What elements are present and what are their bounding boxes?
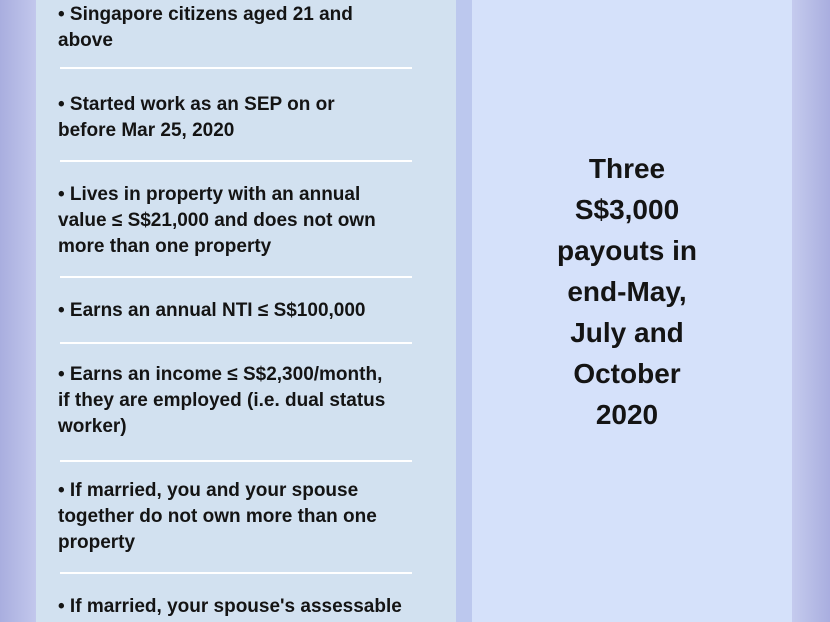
payout-line: S$3,000 [574,194,680,225]
criterion-line: • If married, your spouse's assessable [58,596,402,617]
criterion-monthly-income [58,362,448,440]
criterion-married-property [58,478,448,556]
criterion-annual-nti [58,298,448,324]
criterion-citizenship [58,2,448,54]
criterion-spouse-income [58,594,448,620]
divider [60,572,412,574]
divider [60,342,412,344]
divider [60,276,412,278]
payout-line: October [573,358,681,389]
payout-text [472,148,782,435]
criterion-line: • Earns an income ≤ S$2,300/month, [58,364,383,385]
criterion-line: • Singapore citizens aged 21 and [58,4,353,25]
criterion-line: worker) [58,416,127,437]
criterion-line: • Earns an annual NTI ≤ S$100,000 [58,300,366,321]
payout-line: end-May, [567,276,687,307]
divider [60,460,412,462]
criterion-line: if they are employed (i.e. dual status [58,390,386,411]
payout-line: July and [570,317,684,348]
criterion-line: together do not own more than one [58,506,377,527]
divider [60,160,412,162]
background-right-strip [792,0,830,622]
panel-gap [456,0,472,622]
divider [60,67,412,69]
criterion-property-value [58,182,448,260]
criterion-line: • Lives in property with an annual [58,184,361,205]
payout-line: payouts in [556,235,697,266]
criterion-line: • Started work as an SEP on or [58,94,335,115]
background-left-strip [0,0,36,622]
criterion-line: more than one property [58,236,272,257]
criterion-line: value ≤ S$21,000 and does not own [58,210,376,231]
criterion-line: above [58,30,113,51]
payout-line: 2020 [595,399,659,430]
criterion-line: before Mar 25, 2020 [58,120,235,141]
criterion-line: • If married, you and your spouse [58,480,359,501]
payout-line: Three [588,153,666,184]
criterion-line: property [58,532,136,553]
criterion-sep-start [58,92,448,144]
